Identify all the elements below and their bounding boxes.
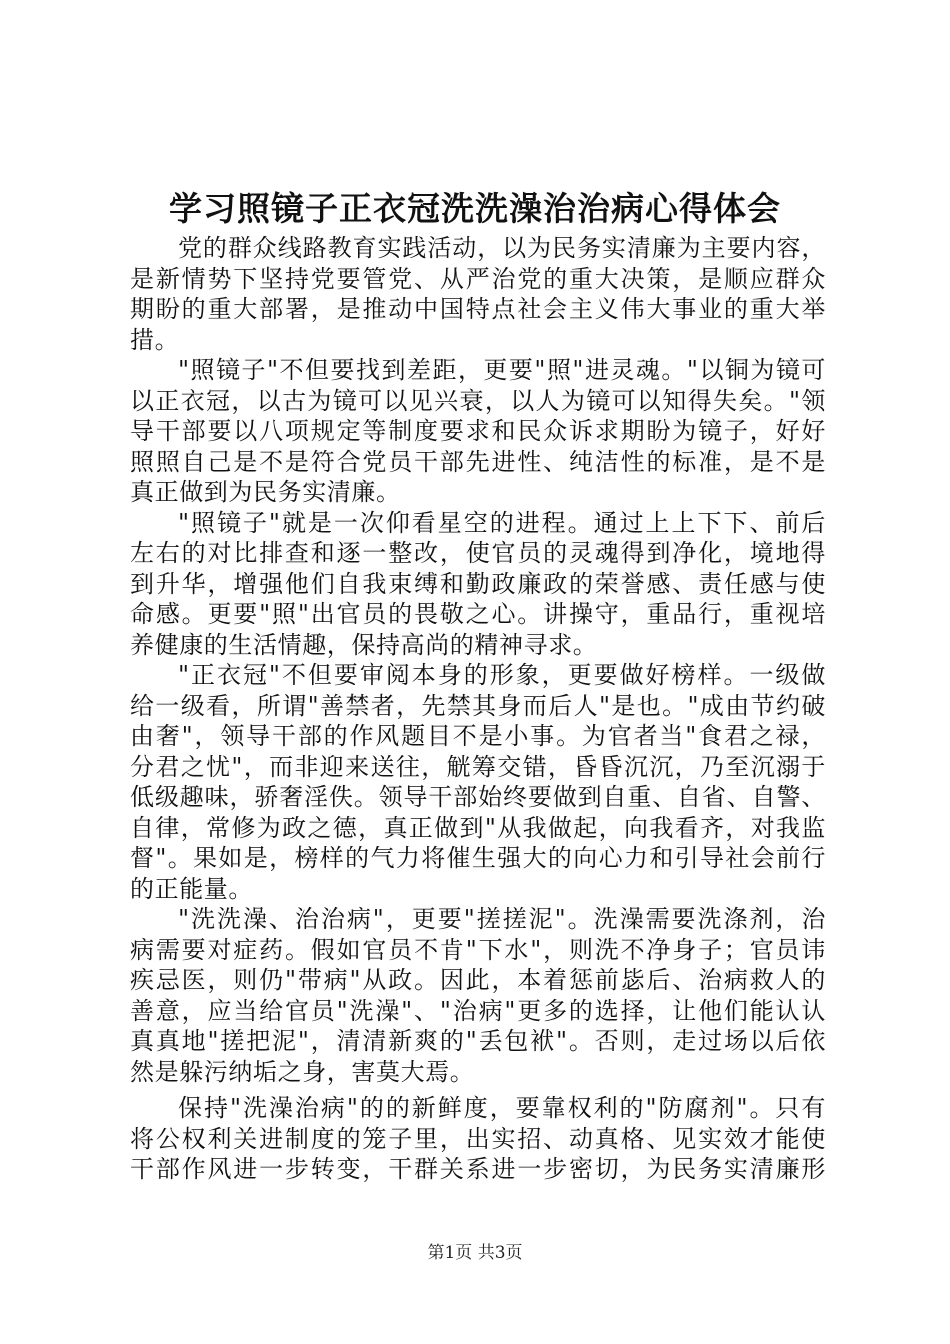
text-line: 左右的对比排查和逐一整改，使官员的灵魂得到净化，境地得 [130, 539, 826, 567]
text-line: 党的群众线路教育实践活动，以为民务实清廉为主要内容， [178, 234, 826, 262]
paragraph-5 [130, 904, 826, 1087]
text-line: 以正衣冠，以古为镜可以见兴衰，以人为镜可以知得失矣。"领 [130, 386, 826, 415]
document-title: 学习照镜子正衣冠洗洗澡治治病心得体会 [169, 189, 781, 228]
text-line: 真真地"搓把泥"，清清新爽的"丢包袱"。否则，走过场以后依 [130, 1027, 826, 1055]
text-line: 病需要对症药。假如官员不肯"下水"，则洗不净身子；官员讳 [130, 935, 826, 964]
text-line: 自律，常修为政之德，真正做到"从我做起，向我看齐，对我监 [130, 813, 826, 842]
text-line: 真正做到为民务实清廉。 [130, 478, 401, 506]
text-line: "正衣冠"不但要审阅本身的形象，更要做好榜样。一级做 [178, 661, 826, 689]
paragraph-3 [130, 508, 826, 661]
text-line: 命感。更要"照"出官员的畏敬之心。讲操守，重品行，重视培 [130, 600, 826, 628]
document-body [130, 233, 826, 1185]
text-line: 给一级看，所谓"善禁者，先禁其身而后人"是也。"成由节约破 [130, 691, 826, 720]
text-line: 督"。果如是，榜样的气力将催生强大的向心力和引导社会前行 [130, 844, 826, 872]
text-line: 分君之忧"，而非迎来送往，觥筹交错，昏昏沉沉，乃至沉溺于 [130, 752, 826, 781]
page-number-footer: 第1页 共3页 [427, 1243, 523, 1263]
text-line: 是新情势下坚持党要管党、从严治党的重大决策，是顺应群众 [130, 264, 826, 293]
text-line: 照照自己是不是符合党员干部先进性、纯洁性的标准，是不是 [130, 447, 826, 476]
paragraph-1 [130, 233, 826, 355]
text-line: 的正能量。 [130, 874, 253, 903]
text-line: 由奢"，领导干部的作风题目不是小事。为官者当"食君之禄， [130, 722, 826, 750]
text-line: "洗洗澡、治治病"，更要"搓搓泥"。洗澡需要洗涤剂，治 [178, 905, 826, 933]
text-line: 措。 [130, 325, 180, 354]
text-line: 低级趣味，骄奢淫佚。领导干部始终要做到自重、自省、自警、 [130, 783, 826, 811]
text-line: 善意，应当给官员"洗澡"、"治病"更多的选择，让他们能认认 [130, 996, 826, 1025]
text-line: 期盼的重大部署，是推动中国特点社会主义伟大事业的重大举 [130, 295, 826, 323]
paragraph-4 [130, 660, 826, 904]
text-line: 保持"洗澡治病"的的新鲜度，要靠权利的"防腐剂"。只有 [178, 1094, 826, 1122]
text-line: 导干部要以八项规定等制度要求和民众诉求期盼为镜子，好好 [130, 417, 826, 445]
text-line: "照镜子"不但要找到差距，更要"照"进灵魂。"以铜为镜可 [178, 356, 826, 384]
paragraph-2 [130, 355, 826, 508]
paragraph-6 [130, 1093, 826, 1185]
text-line: 然是躲污纳垢之身，害莫大焉。 [130, 1057, 475, 1086]
text-line: 疾忌医，则仍"带病"从政。因此，本着惩前毖后、治病救人的 [130, 966, 826, 994]
text-line: 将公权利关进制度的笼子里，出实招、动真格、见实效才能使 [130, 1124, 826, 1153]
text-line: 干部作风进一步转变，干群关系进一步密切，为民务实清廉形 [130, 1155, 826, 1183]
text-line: "照镜子"就是一次仰看星空的进程。通过上上下下、前后 [178, 508, 826, 537]
text-line: 到升华，增强他们自我束缚和勤政廉政的荣誉感、责任感与使 [130, 569, 826, 598]
text-line: 养健康的生活情趣，保持高尚的精神寻求。 [130, 630, 598, 659]
